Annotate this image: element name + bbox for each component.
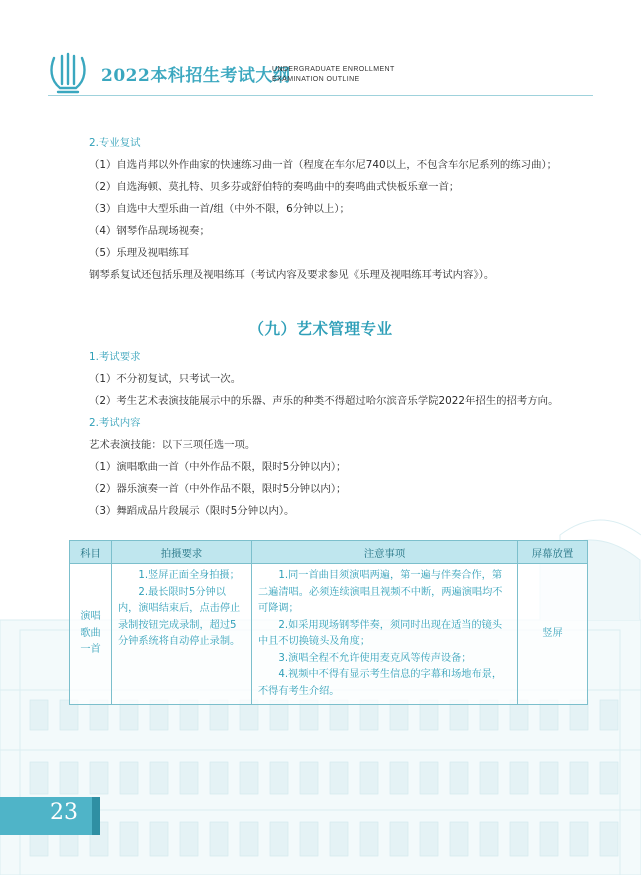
table-header-cell: 拍摄要求 [112,541,252,564]
piano-retest-item: （1）自选肖邦以外作曲家的快速练习曲一首（程度在车尔尼740以上，不包含车尔尼系列的练习曲）； [89,159,558,171]
table-row [70,564,588,705]
exam-content-intro: 艺术表演技能：以下三项任选一项。 [89,439,256,451]
piano-retest-item: （2）自选海顿、莫扎特、贝多芬或舒伯特的奏鸣曲中的奏鸣曲式快板乐章一首； [89,181,460,193]
exam-content-item: （1）演唱歌曲一首（中外作品不限，限时5分钟以内）； [89,461,347,473]
header-english-title [272,65,395,85]
piano-retest-item: （3）自选中大型乐曲一首/组（中外不限，6分钟以上）； [89,203,350,215]
header-english-line-1: UNDERGRADUATE ENROLLMENT [272,66,395,73]
header-title: 2022本科招生考试大纲 [101,66,291,86]
table-header-cell: 科目 [70,541,112,564]
piano-retest-note: 钢琴系复试还包括乐理及视唱练耳（考试内容及要求参见《乐理及视唱练耳考试内容》）。 [89,269,495,281]
note-item: 4.视频中不得有显示考生信息的字幕和场地布景，不得有考生介绍。 [258,669,503,697]
lyre-columns-icon [48,50,88,94]
notes-cell [252,564,518,705]
exam-requirements-heading: 1.考试要求 [89,351,141,363]
shooting-requirements-cell [112,564,252,705]
header-english-line-2: EXAMINATION OUTLINE [272,76,360,83]
recording-requirements-table [69,540,588,705]
table-header-cell: 屏幕放置 [518,541,588,564]
shooting-requirement-item: 2.最长限时5分钟以内，演唱结束后，点击停止录制按钮完成录制，超过5分钟系统将自动停止录制。 [118,586,241,647]
note-item: 2.如采用现场钢琴伴奏，须同时出现在适当的镜头中且不切换镜头及角度； [258,619,503,647]
exam-content-item: （2）器乐演奏一首（中外作品不限，限时5分钟以内）； [89,483,347,495]
screen-orientation-cell [518,564,588,705]
table-header-row [70,541,588,564]
header-divider [48,95,593,96]
piano-retest-item: （5）乐理及视唱练耳 [89,247,190,259]
note-item: 3.演唱全程不允许使用麦克风等传声设备； [278,652,472,664]
page-header [0,0,641,110]
note-item: 1.同一首曲目须演唱两遍，第一遍与伴奏合作，第二遍清唱。必须连续演唱且视频不中断，两遍演唱均不可降调； [258,570,503,614]
piano-retest-heading: 2.专业复试 [89,137,141,149]
section-title: （九）艺术管理专业 [248,320,393,338]
screen-orientation-text: 竖屏 [542,627,563,639]
exam-requirement-item: （2）考生艺术表演技能展示中的乐器、声乐的种类不得超过哈尔滨音乐学院2022年招生的招考方向。 [89,395,559,407]
page-number-accent-bar [92,797,100,835]
subject-text: 演唱歌曲一首 [80,611,101,656]
exam-requirement-item: （1）不分初复试，只考试一次。 [89,373,242,385]
piano-retest-item: （4）钢琴作品现场视奏； [89,225,210,237]
exam-content-item: （3）舞蹈成品片段展示（限时5分钟以内）。 [89,505,295,517]
page-number: 23 [50,800,78,825]
exam-content-heading: 2.考试内容 [89,417,141,429]
page-number-block [0,797,92,835]
shooting-requirement-item: 1.竖屏正面全身拍摄； [138,570,240,581]
table-header-cell: 注意事项 [252,541,518,564]
subject-cell [70,564,112,705]
